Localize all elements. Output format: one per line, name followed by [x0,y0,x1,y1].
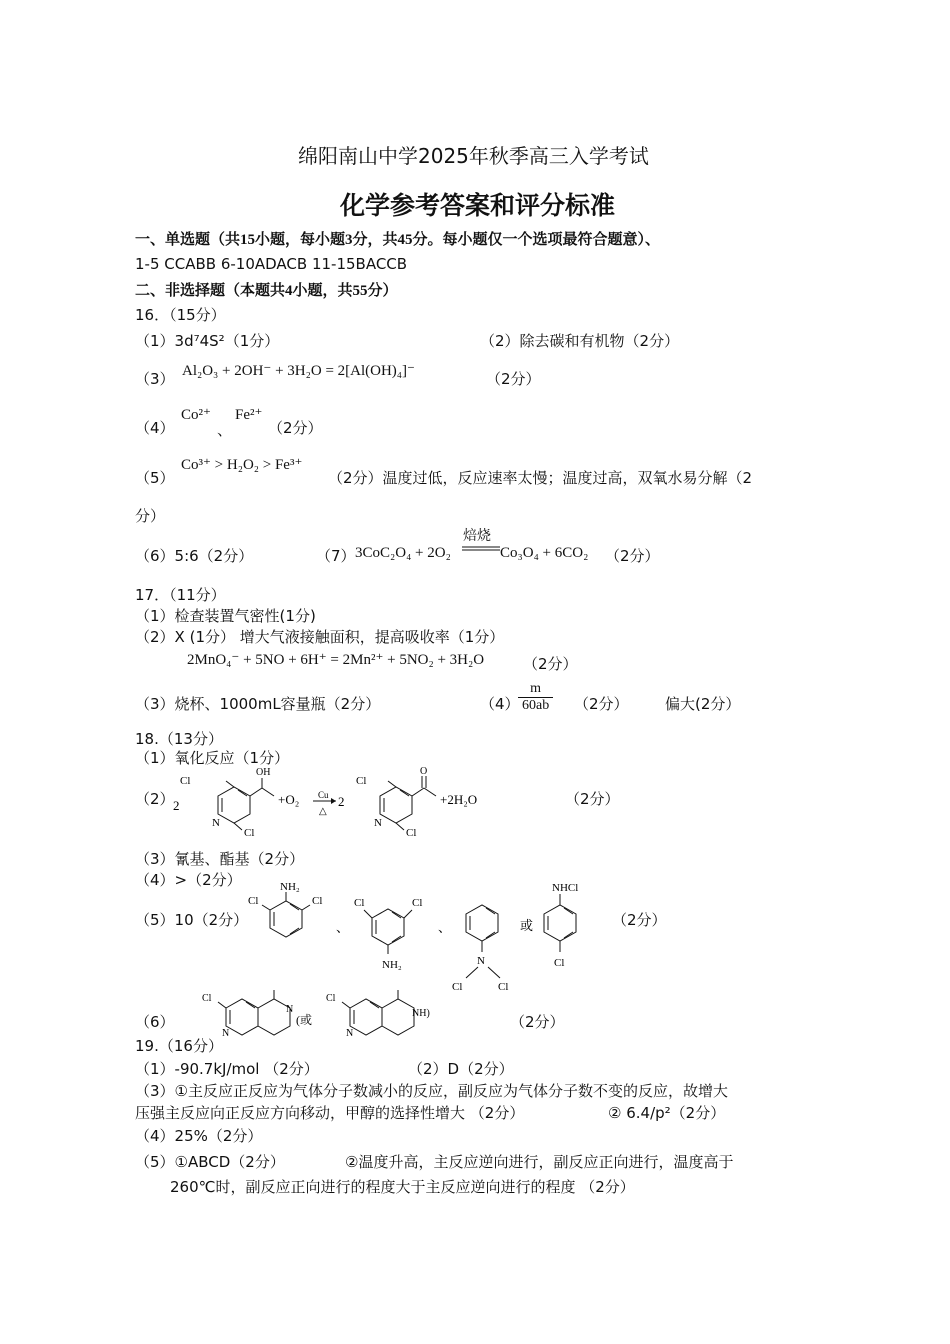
benzene-ring [544,905,576,941]
q16-part7-label: （7） [316,547,356,565]
q16-part4-label: （4） [135,419,175,437]
chlorine-label: Cl [202,993,212,1004]
section1-heading: 一、单选题（共15小题，每小题3分，共45分。每小题仅一个选项最符合题意）、 [135,232,661,248]
section2-heading: 二、非选择题（本题共4小题，共55分） [135,283,398,299]
chlorine-label: Cl [326,993,336,1004]
chlorine-label: Cl [412,897,423,909]
chlorine-label: Cl [554,957,565,969]
heat-symbol: △ [319,806,327,817]
q16-part3-equation: Al₂O₃ + 2OH⁻ + 3H₂O = 2[Al(OH)₄]⁻ [182,363,415,379]
q17-part2-score: （2分） [523,655,578,673]
structure-separator: 、 [438,920,452,935]
q19-part3-line1: （3）①主反应正反应为气体分子数减小的反应，副反应为气体分子数不变的反应，故增大 [135,1082,728,1100]
q18-part6-label: （6） [135,1013,175,1031]
benzene-ring [466,905,498,941]
pyridine-ring [226,999,258,1035]
q17-part2: （2）X (1分） 增大气液接触面积，提高吸收率（1分） [135,628,505,646]
q16-part1: （1）3d⁷4S²（1分） [135,332,280,350]
nitrogen-label: N [346,1028,354,1039]
chlorine-label: Cl [406,827,417,839]
q17-part4-fraction [518,681,553,714]
q16-part7-score: （2分） [605,547,660,565]
q19-part5-line2: 260℃时，副反应正向进行的程度大于主反应逆向进行的程度 （2分） [170,1178,635,1196]
chlorine-label: Cl [498,981,509,993]
q18-part5-score: （2分） [612,911,667,929]
school-line: 绵阳南山中学2025年秋季高三入学考试 [298,144,649,168]
nitrogen-label: N [212,817,220,829]
q18-isomer-structures [248,878,608,996]
q16-part4-ion-b: Fe²⁺ [235,407,263,423]
q18-heading: 18.（13分） [135,730,223,748]
chlorine-label: Cl [244,827,255,839]
or-label: (或 [296,1013,312,1027]
product-coefficient: 2 [338,794,345,809]
chlorine-label: Cl [180,775,191,787]
section1-answers: 1-5 CCABB 6-10ADACB 11-15BACCB [135,255,408,273]
q16-heading: 16．（15分） [135,306,226,324]
q18-part4: （4）>（2分） [135,871,242,889]
q17-part2-equation: 2MnO₄⁻ + 5NO + 6H⁺ = 2Mn²⁺ + 5NO₂ + 3H₂O [187,652,485,668]
structure-separator: 、 [336,920,350,935]
q16-part5-text: （2分）温度过低，反应速率太慢；温度过高，双氧水易分解（2 [328,469,753,487]
q16-part6: （6）5:6（2分） [135,547,254,565]
q17-part3: （3）烧杯、1000mL容量瓶（2分） [135,695,381,713]
nitrogen-label: N [477,955,485,967]
benzene-ring [372,909,404,945]
q18-part1: （1）氧化反应（1分） [135,749,290,767]
fused-ring [382,999,414,1035]
nitrogen-label: N [222,1028,230,1039]
hydroxyl-label: OH [256,767,271,778]
benzene-ring [270,901,302,937]
q16-part7-eq-left: 3CoC₂O₄ + 2O₂ [355,545,451,561]
q16-part5-equation: Co³⁺ > H₂O₂ > Fe³⁺ [181,457,303,473]
q16-part2: （2）除去碳和有机物（2分） [480,332,680,350]
q18-part2-score: （2分） [565,790,620,808]
amino-label: NH₂ [382,959,402,971]
q17-part1: （1）检查装置气密性(1分) [135,607,316,625]
pyridine-ring [350,999,382,1035]
q16-part5-cont: 分） [135,507,166,525]
page-title: 化学参考答案和评分标准 [340,191,616,220]
water-product: +2H₂O [440,792,478,807]
q16-part4-ion-a: Co²⁺ [181,407,211,423]
pyridine-ring [218,787,250,823]
chlorine-label: Cl [354,897,365,909]
q18-part3: （3）氰基、酯基（2分） [135,850,305,868]
reactant-coefficient: 2 [173,798,180,813]
q16-part7-eq-right: Co₃O₄ + 6CO₂ [500,545,589,561]
q17-heading: 17．（11分） [135,586,226,604]
q16-part4-score: （2分） [268,419,323,437]
q19-part5-answer1: （5）①ABCD（2分） [135,1153,285,1171]
oxygen-reagent: +O₂ [278,792,300,807]
carbonyl-oxygen-label: O [420,766,428,777]
nitrogen-label: N [374,817,382,829]
q18-part6-structures [198,986,448,1044]
q17-part4-extra: 偏大(2分） [665,695,741,713]
chlorine-label: Cl [452,981,463,993]
q19-part3-answer2: ② 6.4/p²（2分） [608,1104,726,1122]
fraction-denominator: 60ab [522,698,550,713]
amino-label: NH₂ [280,881,300,893]
q17-part4-score: （2分） [574,695,629,713]
q19-part4: （4）25%（2分） [135,1127,263,1145]
q16-part4-separator: 、 [217,421,233,439]
nitrogen-label: N [286,1004,294,1015]
q17-part4-label: （4） [480,695,520,713]
nh-label: NH) [412,1008,430,1019]
q18-part5-label: （5）10（2分） [135,911,249,929]
q19-part5-answer2: ②温度升高，主反应逆向进行，副反应正向进行，温度高于 [345,1153,734,1171]
catalyst-label: Cu [318,790,329,800]
chlorine-label: Cl [312,895,323,907]
q16-part7-condition: 焙烧 [463,528,491,544]
pyridine-ring [380,787,412,823]
q16-part5-label: （5） [135,469,175,487]
nhcl-label: NHCl [552,882,579,894]
or-label: 或 [520,918,534,933]
q16-part3-score: （2分） [486,370,541,388]
q18-reaction-scheme [168,764,508,844]
q19-part1: （1）-90.7kJ/mol （2分） [135,1060,319,1078]
q19-part3-line2: 压强主反应向正反应方向移动，甲醇的选择性增大 （2分） [135,1104,525,1122]
q16-part7-double-line [462,546,500,552]
q19-heading: 19.（16分） [135,1037,223,1055]
chlorine-label: Cl [248,895,259,907]
q16-part3-label: （3） [135,370,175,388]
chlorine-label: Cl [356,775,367,787]
q18-part2-label: （2） [135,790,175,808]
fraction-numerator: m [518,681,553,698]
q18-part6-score: （2分） [510,1013,565,1031]
q19-part2: （2）D（2分） [408,1060,514,1078]
